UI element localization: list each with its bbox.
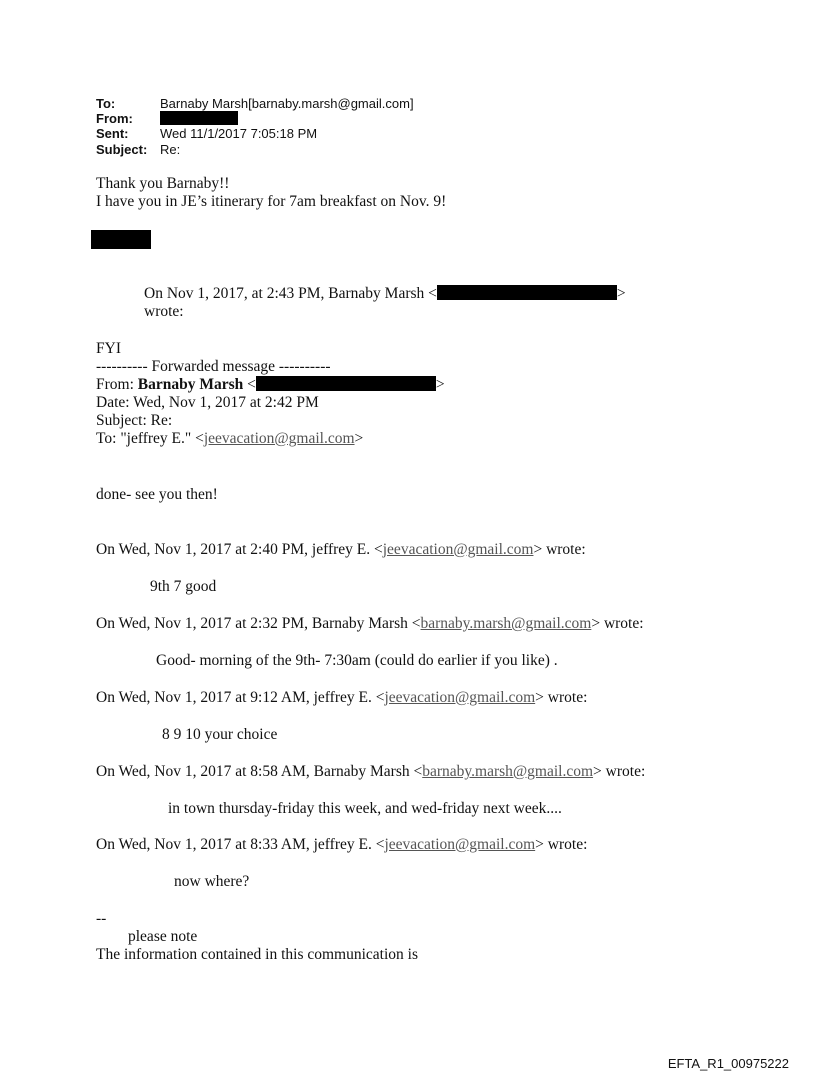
forward-to-suffix: > xyxy=(354,430,364,447)
redaction-email-1 xyxy=(437,285,617,300)
redaction-email-2 xyxy=(256,376,436,391)
attribution-email-link[interactable]: barnaby.marsh@gmail.com xyxy=(422,763,594,780)
attribution-suffix: > wrote: xyxy=(533,541,586,558)
forward-from-prefix: From: xyxy=(96,376,138,393)
thread-message: in town thursday-friday this week, and wed-friday next week.... xyxy=(168,800,562,817)
subject-label: Subject: xyxy=(96,142,148,157)
forward-date: Date: Wed, Nov 1, 2017 at 2:42 PM xyxy=(96,394,319,411)
attribution-prefix: On Wed, Nov 1, 2017 at 2:32 PM, Barnaby Marsh < xyxy=(96,615,421,632)
to-value: Barnaby Marsh[barnaby.marsh@gmail.com] xyxy=(160,96,414,111)
attribution-suffix: > wrote: xyxy=(591,615,644,632)
redaction-signature xyxy=(91,230,151,249)
thread-message: Good- morning of the 9th- 7:30am (could do earlier if you like) . xyxy=(156,652,558,669)
forward-to-email-link[interactable]: jeevacation@gmail.com xyxy=(203,430,355,447)
thread-message: done- see you then! xyxy=(96,486,218,503)
thread-message: 8 9 10 your choice xyxy=(162,726,278,743)
quote-intro-suffix: > xyxy=(616,285,626,302)
quote-intro-line-2: wrote: xyxy=(144,303,184,320)
attribution-suffix: > wrote: xyxy=(593,763,646,780)
forward-from-close: > xyxy=(435,376,445,393)
document-id: EFTA_R1_00975222 xyxy=(667,1056,789,1071)
sent-value: Wed 11/1/2017 7:05:18 PM xyxy=(160,126,318,141)
attribution-email-link[interactable]: barnaby.marsh@gmail.com xyxy=(420,615,592,632)
thread-message: now where? xyxy=(174,873,250,890)
attribution-prefix: On Wed, Nov 1, 2017 at 8:58 AM, Barnaby Marsh < xyxy=(96,763,423,780)
forward-from-open: < xyxy=(243,376,256,393)
signature-note: please note xyxy=(128,928,198,945)
thread-message: 9th 7 good xyxy=(150,578,217,595)
thread-attribution xyxy=(96,763,645,781)
attribution-prefix: On Wed, Nov 1, 2017 at 8:33 AM, jeffrey E. < xyxy=(96,836,385,853)
thread-attribution xyxy=(96,615,644,633)
forward-from xyxy=(96,376,445,394)
attribution-prefix: On Wed, Nov 1, 2017 at 9:12 AM, jeffrey E. < xyxy=(96,689,385,706)
from-label: From: xyxy=(96,111,133,126)
thread-attribution xyxy=(96,689,587,707)
attribution-email-link[interactable]: jeevacation@gmail.com xyxy=(384,689,536,706)
quote-intro-line-1 xyxy=(144,285,626,303)
quote-intro-prefix: On Nov 1, 2017, at 2:43 PM, Barnaby Marsh < xyxy=(144,285,437,302)
forward-divider: ---------- Forwarded message ---------- xyxy=(96,358,331,375)
signature-dashes: -- xyxy=(96,910,107,927)
attribution-suffix: > wrote: xyxy=(535,836,588,853)
fyi-text: FYI xyxy=(96,340,121,357)
thread-attribution xyxy=(96,836,587,854)
subject-value: Re: xyxy=(160,142,181,157)
reply-line-1: Thank you Barnaby!! xyxy=(96,175,230,192)
attribution-suffix: > wrote: xyxy=(535,689,588,706)
thread-attribution xyxy=(96,541,586,559)
attribution-email-link[interactable]: jeevacation@gmail.com xyxy=(384,836,536,853)
reply-line-2: I have you in JE’s itinerary for 7am breakfast on Nov. 9! xyxy=(96,193,447,210)
attribution-prefix: On Wed, Nov 1, 2017 at 2:40 PM, jeffrey E. < xyxy=(96,541,383,558)
attribution-email-link[interactable]: jeevacation@gmail.com xyxy=(382,541,534,558)
to-label: To: xyxy=(96,96,116,111)
signature-info: The information contained in this communication is xyxy=(96,946,418,963)
sent-label: Sent: xyxy=(96,126,129,141)
forward-from-name: Barnaby Marsh xyxy=(137,376,244,393)
forward-subject: Subject: Re: xyxy=(96,412,173,429)
redaction-from xyxy=(160,111,238,125)
forward-to-prefix: To: "jeffrey E." < xyxy=(96,430,204,447)
forward-to xyxy=(96,430,363,448)
